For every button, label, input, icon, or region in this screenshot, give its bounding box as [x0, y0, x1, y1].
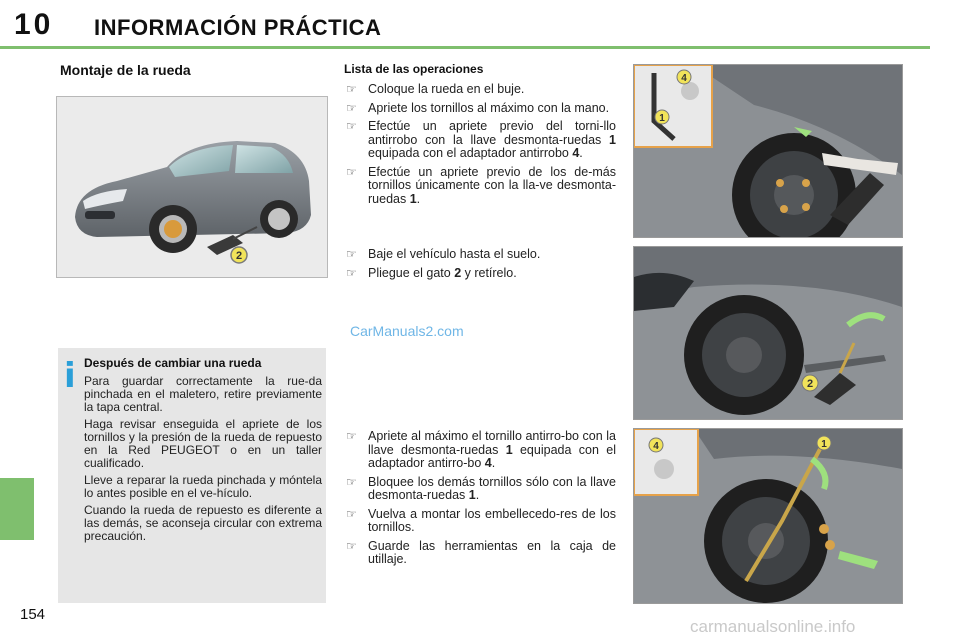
list-item: ☞ Bloquee los demás tornillos sólo con la llave desmonta-ruedas 1.: [346, 474, 616, 502]
callout-badge-4: 4: [653, 441, 659, 452]
car-drawing: [57, 97, 327, 277]
callout-badge-2: 2: [235, 250, 243, 262]
pointing-hand-icon: ☞: [346, 474, 357, 489]
operations-list-2: [344, 248, 616, 285]
list-item: ☞ Guarde las herramientas en la caja de utillaje.: [346, 538, 616, 566]
info-paragraph: Cuando la rueda de repuesto es diferente a las demás, se aconseja circular con extrema precaución.: [84, 503, 322, 543]
pointing-hand-icon: ☞: [346, 247, 357, 261]
operations-list-3: [344, 430, 616, 572]
info-box-title: Después de cambiar una rueda: [84, 356, 262, 370]
watermark-bottom: carmanualsonline.info: [690, 617, 856, 636]
callout-badge-1: 1: [821, 439, 827, 450]
info-paragraph: Para guardar correctamente la rue-da pinchada en el maletero, retire previamente la tapa central.: [84, 374, 322, 414]
pointing-hand-icon: ☞: [346, 100, 357, 115]
info-box-body: [84, 375, 322, 547]
operations-title: Lista de las operaciones: [344, 62, 484, 76]
list-item: ☞ Pliegue el gato 2 y retírelo.: [346, 265, 517, 280]
pointing-hand-icon: ☞: [346, 119, 357, 133]
pointing-hand-icon: ☞: [346, 164, 357, 179]
list-item: ☞ Apriete al máximo el tornillo antirro-bo con la llave desmonta-ruedas 1 equipada con el adaptador antirro-bo 4.: [346, 429, 616, 470]
watermark-center: CarManuals2.com: [350, 323, 464, 339]
list-item: ☞ Apriete los tornillos al máximo con la mano.: [346, 100, 610, 115]
chapter-title: INFORMACIÓN PRÁCTICA: [94, 15, 382, 40]
chapter-side-tab: [0, 478, 34, 540]
info-paragraph: Haga revisar enseguida el apriete de los tornillos y la presión de la rueda de repuesto en la Red PEUGEOT o en un taller cualificado.: [84, 417, 322, 470]
list-item: ☞ Efectúe un apriete previo de los de-más tornillos únicamente con la lla-ve desmonta-ruedas 1.: [346, 164, 616, 206]
info-icon: i: [64, 356, 76, 396]
pointing-hand-icon: ☞: [346, 506, 357, 521]
pointing-hand-icon: ☞: [346, 82, 357, 96]
page-number: 154: [20, 606, 46, 623]
list-item: ☞ Vuelva a montar los embellecedo-res de los tornillos.: [346, 506, 616, 534]
list-item: ☞ Baje el vehículo hasta el suelo.: [346, 247, 541, 261]
info-paragraph: Lleve a reparar la rueda pinchada y móntela lo antes posible en el ve-hículo.: [84, 473, 322, 500]
pointing-hand-icon: ☞: [346, 265, 357, 280]
pointing-hand-icon: ☞: [346, 538, 357, 553]
callout-badge-1: 1: [659, 113, 665, 124]
photo-tighten-bolts-hand: [633, 64, 903, 238]
callout-badge-2: 2: [806, 378, 814, 390]
list-item: ☞ Coloque la rueda en el buje.: [346, 82, 525, 96]
car-illustration: [56, 96, 328, 278]
list-item: ☞ Efectúe un apriete previo del torni-llo antirrobo con la llave desmonta-ruedas 1 equipada con el adaptador antirrobo 4.: [346, 119, 616, 160]
header-rule: [0, 46, 930, 49]
photo-tighten-bolts-wrench: [633, 428, 903, 604]
callout-badge-4: 4: [681, 73, 687, 84]
pointing-hand-icon: ☞: [346, 429, 357, 443]
chapter-number: 10: [14, 8, 54, 41]
photo-lower-vehicle: [633, 246, 903, 420]
operations-list-1: [344, 83, 616, 211]
section-title: Montaje de la rueda: [60, 62, 191, 78]
